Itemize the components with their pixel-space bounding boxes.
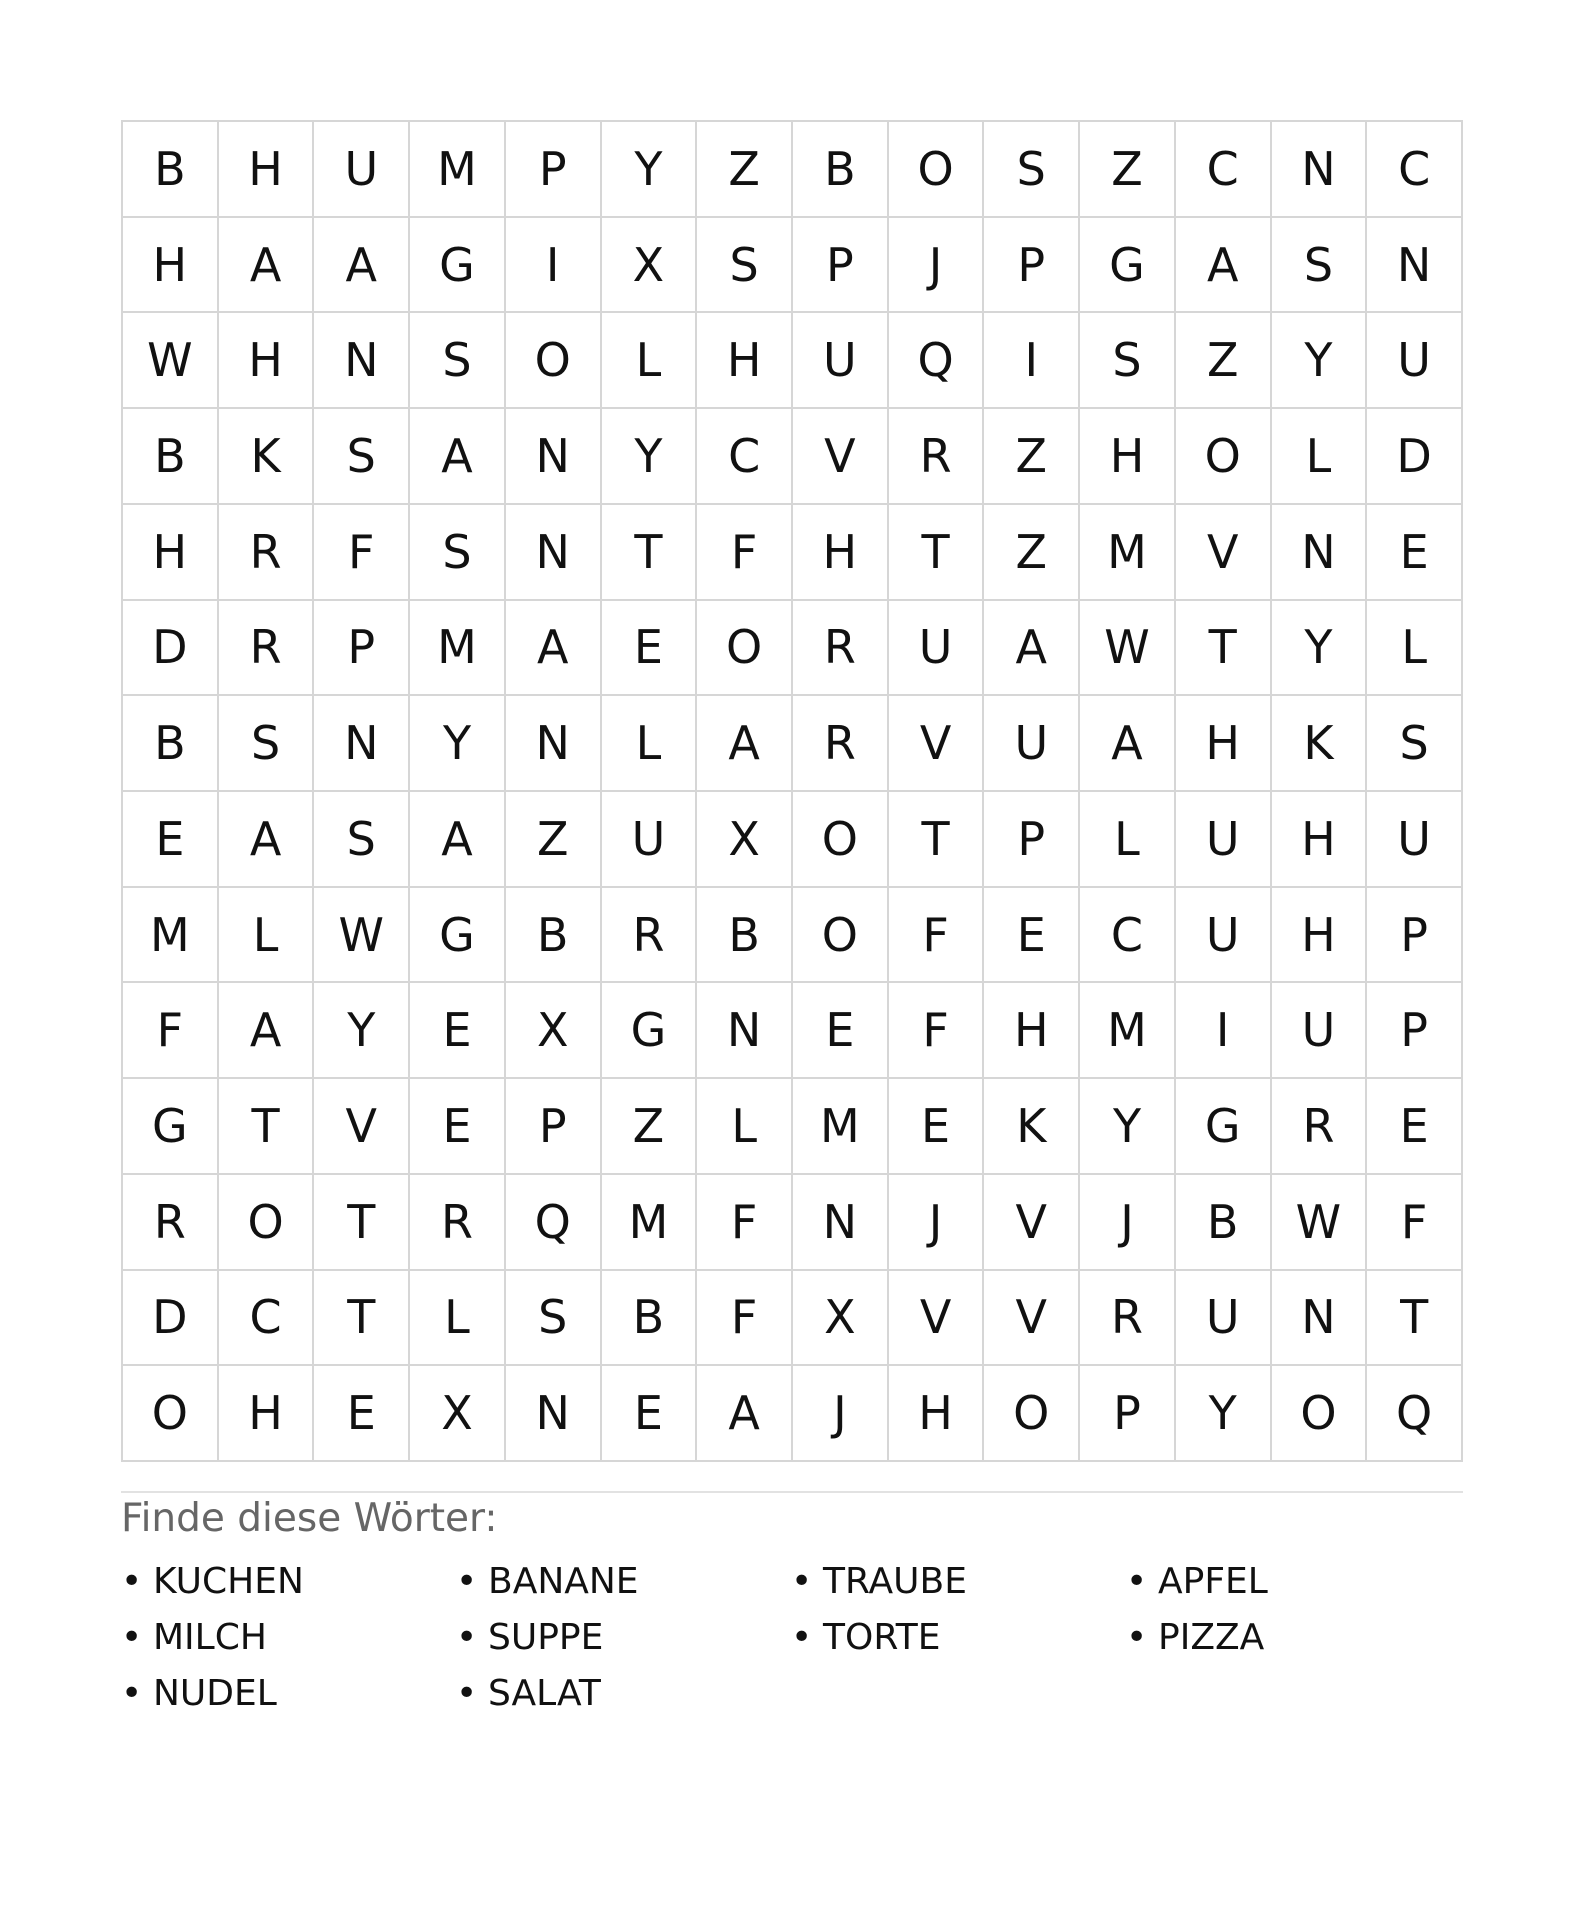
bullet-icon: • bbox=[121, 1616, 143, 1658]
grid-cell[interactable]: R bbox=[793, 601, 889, 697]
word-list-item bbox=[121, 1665, 456, 1721]
grid-cell[interactable]: P bbox=[793, 218, 889, 314]
grid-cell[interactable]: T bbox=[602, 505, 698, 601]
grid-cell[interactable]: T bbox=[889, 792, 985, 888]
grid-cell[interactable]: X bbox=[793, 1271, 889, 1367]
grid-cell[interactable]: M bbox=[602, 1175, 698, 1271]
grid-cell[interactable]: T bbox=[1176, 601, 1272, 697]
grid-cell[interactable]: C bbox=[1080, 888, 1176, 984]
word-label: KUCHEN bbox=[153, 1560, 304, 1602]
bullet-icon: • bbox=[1126, 1616, 1148, 1658]
grid-cell[interactable]: P bbox=[1367, 888, 1463, 984]
grid-cell[interactable]: A bbox=[219, 792, 315, 888]
word-label: PIZZA bbox=[1158, 1616, 1265, 1658]
grid-cell[interactable]: M bbox=[793, 1079, 889, 1175]
grid-cell[interactable]: V bbox=[314, 1079, 410, 1175]
bullet-icon: • bbox=[791, 1616, 813, 1658]
grid-cell[interactable]: U bbox=[889, 601, 985, 697]
grid-cell[interactable]: P bbox=[506, 1079, 602, 1175]
grid-cell[interactable]: A bbox=[984, 601, 1080, 697]
grid-cell[interactable]: R bbox=[410, 1175, 506, 1271]
grid-cell[interactable]: R bbox=[602, 888, 698, 984]
grid-cell[interactable]: Z bbox=[984, 505, 1080, 601]
grid-cell[interactable]: F bbox=[889, 983, 985, 1079]
grid-cell[interactable]: R bbox=[123, 1175, 219, 1271]
grid-cell[interactable]: N bbox=[506, 505, 602, 601]
grid-cell[interactable]: Y bbox=[602, 122, 698, 218]
grid-cell[interactable]: S bbox=[984, 122, 1080, 218]
grid-cell[interactable]: O bbox=[1272, 1366, 1368, 1462]
grid-cell[interactable]: W bbox=[123, 313, 219, 409]
grid-cell[interactable]: X bbox=[506, 983, 602, 1079]
grid-cell[interactable]: X bbox=[602, 218, 698, 314]
word-list-item bbox=[456, 1665, 791, 1721]
grid-cell[interactable]: W bbox=[1080, 601, 1176, 697]
grid-cell[interactable]: P bbox=[1080, 1366, 1176, 1462]
grid-cell[interactable]: A bbox=[219, 218, 315, 314]
grid-cell[interactable]: G bbox=[1176, 1079, 1272, 1175]
word-label: APFEL bbox=[1158, 1560, 1268, 1602]
grid-cell[interactable]: A bbox=[410, 409, 506, 505]
grid-cell[interactable]: Y bbox=[1272, 313, 1368, 409]
grid-cell[interactable]: E bbox=[410, 1079, 506, 1175]
bullet-icon: • bbox=[456, 1672, 478, 1714]
bullet-icon: • bbox=[456, 1560, 478, 1602]
grid-cell[interactable]: U bbox=[984, 696, 1080, 792]
grid-cell[interactable]: R bbox=[793, 696, 889, 792]
grid-cell[interactable]: R bbox=[219, 505, 315, 601]
bullet-icon: • bbox=[121, 1672, 143, 1714]
grid-cell[interactable]: L bbox=[1080, 792, 1176, 888]
grid-cell[interactable]: H bbox=[219, 313, 315, 409]
word-label: SUPPE bbox=[488, 1616, 604, 1658]
grid-cell[interactable]: G bbox=[123, 1079, 219, 1175]
grid-cell[interactable]: U bbox=[1176, 888, 1272, 984]
grid-cell[interactable]: B bbox=[1176, 1175, 1272, 1271]
grid-cell[interactable]: W bbox=[314, 888, 410, 984]
bullet-icon: • bbox=[791, 1560, 813, 1602]
grid-cell[interactable]: K bbox=[984, 1079, 1080, 1175]
grid-cell[interactable]: C bbox=[219, 1271, 315, 1367]
grid-cell[interactable]: N bbox=[1367, 218, 1463, 314]
grid-cell[interactable]: N bbox=[1272, 505, 1368, 601]
grid-cell[interactable]: L bbox=[602, 696, 698, 792]
grid-cell[interactable]: M bbox=[410, 601, 506, 697]
grid-cell[interactable]: E bbox=[410, 983, 506, 1079]
grid-cell[interactable]: F bbox=[123, 983, 219, 1079]
grid-cell[interactable]: G bbox=[602, 983, 698, 1079]
grid-cell[interactable]: H bbox=[793, 505, 889, 601]
grid-cell[interactable]: A bbox=[1080, 696, 1176, 792]
bullet-icon: • bbox=[456, 1616, 478, 1658]
grid-cell[interactable]: C bbox=[1367, 122, 1463, 218]
grid-cell[interactable]: T bbox=[889, 505, 985, 601]
word-list-item bbox=[1126, 1609, 1461, 1665]
grid-cell[interactable]: A bbox=[1176, 218, 1272, 314]
grid-cell[interactable]: L bbox=[602, 313, 698, 409]
grid-cell[interactable]: P bbox=[1367, 983, 1463, 1079]
grid-cell[interactable]: N bbox=[314, 313, 410, 409]
grid-cell[interactable]: R bbox=[1272, 1079, 1368, 1175]
grid-cell[interactable]: V bbox=[984, 1175, 1080, 1271]
grid-cell[interactable]: N bbox=[1272, 1271, 1368, 1367]
grid-cell[interactable]: O bbox=[697, 601, 793, 697]
grid-cell[interactable]: V bbox=[793, 409, 889, 505]
grid-cell[interactable]: X bbox=[697, 792, 793, 888]
grid-cell[interactable]: N bbox=[506, 1366, 602, 1462]
grid-cell[interactable]: S bbox=[410, 505, 506, 601]
grid-cell[interactable]: U bbox=[793, 313, 889, 409]
grid-cell[interactable]: L bbox=[697, 1079, 793, 1175]
grid-cell[interactable]: J bbox=[889, 1175, 985, 1271]
grid-cell[interactable]: P bbox=[984, 792, 1080, 888]
grid-cell[interactable]: Y bbox=[1176, 1366, 1272, 1462]
grid-cell[interactable]: O bbox=[793, 888, 889, 984]
grid-cell[interactable]: H bbox=[697, 313, 793, 409]
grid-cell[interactable]: U bbox=[314, 122, 410, 218]
grid-cell[interactable]: Q bbox=[506, 1175, 602, 1271]
word-label: NUDEL bbox=[153, 1672, 277, 1714]
word-label: MILCH bbox=[153, 1616, 267, 1658]
grid-cell[interactable]: O bbox=[123, 1366, 219, 1462]
grid-cell[interactable]: Z bbox=[984, 409, 1080, 505]
grid-cell[interactable]: E bbox=[1367, 1079, 1463, 1175]
grid-cell[interactable]: N bbox=[697, 983, 793, 1079]
grid-cell[interactable]: V bbox=[984, 1271, 1080, 1367]
grid-cell[interactable]: R bbox=[1080, 1271, 1176, 1367]
grid-cell[interactable]: V bbox=[1176, 505, 1272, 601]
grid-cell[interactable]: Y bbox=[1272, 601, 1368, 697]
divider bbox=[121, 1491, 1463, 1493]
grid-cell[interactable]: F bbox=[697, 1271, 793, 1367]
grid-cell[interactable]: M bbox=[123, 888, 219, 984]
grid-cell[interactable]: P bbox=[984, 218, 1080, 314]
grid-cell[interactable]: Y bbox=[410, 696, 506, 792]
grid-cell[interactable]: U bbox=[1367, 792, 1463, 888]
grid-cell[interactable]: M bbox=[1080, 505, 1176, 601]
grid-cell[interactable]: E bbox=[123, 792, 219, 888]
grid-cell[interactable]: T bbox=[1367, 1271, 1463, 1367]
grid-cell[interactable]: F bbox=[314, 505, 410, 601]
grid-cell[interactable]: D bbox=[123, 601, 219, 697]
word-list-item bbox=[121, 1609, 456, 1665]
grid-cell[interactable]: A bbox=[697, 696, 793, 792]
word-label: BANANE bbox=[488, 1560, 639, 1602]
grid-cell[interactable]: O bbox=[889, 122, 985, 218]
grid-cell[interactable]: Y bbox=[314, 983, 410, 1079]
grid-cell[interactable]: O bbox=[219, 1175, 315, 1271]
grid-cell[interactable]: F bbox=[889, 888, 985, 984]
grid-cell[interactable]: H bbox=[1272, 792, 1368, 888]
grid-cell[interactable]: Z bbox=[1080, 122, 1176, 218]
grid-cell[interactable]: N bbox=[506, 696, 602, 792]
grid-cell[interactable]: O bbox=[506, 313, 602, 409]
word-list-title: Finde diese Wörter: bbox=[121, 1496, 498, 1541]
grid-cell[interactable]: K bbox=[219, 409, 315, 505]
grid-cell[interactable]: F bbox=[697, 1175, 793, 1271]
grid-cell[interactable]: W bbox=[1272, 1175, 1368, 1271]
grid-cell[interactable]: B bbox=[123, 122, 219, 218]
word-list-item bbox=[121, 1553, 456, 1609]
grid-cell[interactable]: Y bbox=[602, 409, 698, 505]
grid-cell[interactable]: S bbox=[506, 1271, 602, 1367]
grid-cell[interactable]: L bbox=[410, 1271, 506, 1367]
grid-cell[interactable]: L bbox=[1367, 601, 1463, 697]
grid-cell[interactable]: H bbox=[123, 505, 219, 601]
grid-cell[interactable]: A bbox=[506, 601, 602, 697]
grid-cell[interactable]: G bbox=[410, 218, 506, 314]
word-label: TORTE bbox=[823, 1616, 941, 1658]
grid-cell[interactable]: H bbox=[123, 218, 219, 314]
grid-cell[interactable]: J bbox=[889, 218, 985, 314]
grid-cell[interactable]: S bbox=[1080, 313, 1176, 409]
grid-cell[interactable]: V bbox=[889, 696, 985, 792]
bullet-icon: • bbox=[1126, 1560, 1148, 1602]
grid-cell[interactable]: I bbox=[984, 313, 1080, 409]
grid-cell[interactable]: S bbox=[219, 696, 315, 792]
grid-cell[interactable]: R bbox=[219, 601, 315, 697]
grid-cell[interactable]: K bbox=[1272, 696, 1368, 792]
grid-cell[interactable]: U bbox=[1272, 983, 1368, 1079]
word-search-grid bbox=[121, 120, 1463, 1462]
grid-cell[interactable]: U bbox=[602, 792, 698, 888]
grid-cell[interactable]: H bbox=[219, 122, 315, 218]
grid-cell[interactable]: C bbox=[1176, 122, 1272, 218]
grid-cell[interactable]: Q bbox=[1367, 1366, 1463, 1462]
grid-cell[interactable]: T bbox=[219, 1079, 315, 1175]
grid-cell[interactable]: A bbox=[697, 1366, 793, 1462]
grid-cell[interactable]: O bbox=[793, 792, 889, 888]
grid-cell[interactable]: N bbox=[314, 696, 410, 792]
grid-cell[interactable]: E bbox=[889, 1079, 985, 1175]
grid-cell[interactable]: S bbox=[410, 313, 506, 409]
grid-cell[interactable]: B bbox=[793, 122, 889, 218]
word-list-item bbox=[456, 1553, 791, 1609]
grid-cell[interactable]: V bbox=[889, 1271, 985, 1367]
grid-cell[interactable]: P bbox=[314, 601, 410, 697]
grid-cell[interactable]: S bbox=[1367, 696, 1463, 792]
grid-cell[interactable]: G bbox=[410, 888, 506, 984]
grid-cell[interactable]: N bbox=[793, 1175, 889, 1271]
grid-cell[interactable]: L bbox=[219, 888, 315, 984]
grid-cell[interactable]: H bbox=[219, 1366, 315, 1462]
grid-cell[interactable]: H bbox=[1272, 888, 1368, 984]
grid-cell[interactable]: U bbox=[1176, 792, 1272, 888]
word-label: SALAT bbox=[488, 1672, 601, 1714]
grid-cell[interactable]: S bbox=[314, 409, 410, 505]
grid-cell[interactable]: J bbox=[793, 1366, 889, 1462]
grid-cell[interactable]: J bbox=[1080, 1175, 1176, 1271]
grid-cell[interactable]: P bbox=[506, 122, 602, 218]
grid-cell[interactable]: S bbox=[1272, 218, 1368, 314]
grid-cell[interactable]: Z bbox=[1176, 313, 1272, 409]
grid-cell[interactable]: Z bbox=[697, 122, 793, 218]
word-list-item bbox=[791, 1609, 1126, 1665]
grid-cell[interactable]: S bbox=[314, 792, 410, 888]
grid-cell[interactable]: E bbox=[1367, 505, 1463, 601]
grid-cell[interactable]: D bbox=[1367, 409, 1463, 505]
grid-cell[interactable]: T bbox=[314, 1271, 410, 1367]
grid-cell[interactable]: G bbox=[1080, 218, 1176, 314]
grid-cell[interactable]: B bbox=[506, 888, 602, 984]
grid-cell[interactable]: O bbox=[1176, 409, 1272, 505]
grid-cell[interactable]: A bbox=[219, 983, 315, 1079]
grid-cell[interactable]: X bbox=[410, 1366, 506, 1462]
grid-cell[interactable]: L bbox=[1272, 409, 1368, 505]
grid-cell[interactable]: H bbox=[984, 983, 1080, 1079]
grid-cell[interactable]: T bbox=[314, 1175, 410, 1271]
word-label: TRAUBE bbox=[823, 1560, 967, 1602]
grid-cell[interactable]: M bbox=[1080, 983, 1176, 1079]
grid-cell[interactable]: R bbox=[889, 409, 985, 505]
grid-cell[interactable]: S bbox=[697, 218, 793, 314]
grid-cell[interactable]: D bbox=[123, 1271, 219, 1367]
bullet-icon: • bbox=[121, 1560, 143, 1602]
grid-cell[interactable]: Z bbox=[602, 1079, 698, 1175]
grid-cell[interactable]: H bbox=[889, 1366, 985, 1462]
grid-cell[interactable]: C bbox=[697, 409, 793, 505]
grid-cell[interactable]: F bbox=[1367, 1175, 1463, 1271]
grid-cell[interactable]: B bbox=[602, 1271, 698, 1367]
word-list-item bbox=[456, 1609, 791, 1665]
word-list bbox=[121, 1553, 1463, 1721]
grid-cell[interactable]: E bbox=[314, 1366, 410, 1462]
grid-cell[interactable]: E bbox=[602, 601, 698, 697]
grid-cell[interactable]: E bbox=[793, 983, 889, 1079]
word-list-item bbox=[1126, 1553, 1461, 1609]
grid-cell[interactable]: B bbox=[697, 888, 793, 984]
grid-cell[interactable]: M bbox=[410, 122, 506, 218]
grid-cell[interactable]: H bbox=[1176, 696, 1272, 792]
grid-cell[interactable]: Z bbox=[506, 792, 602, 888]
grid-cell[interactable]: F bbox=[697, 505, 793, 601]
grid-cell[interactable]: A bbox=[410, 792, 506, 888]
grid-cell[interactable]: N bbox=[506, 409, 602, 505]
grid-cell[interactable]: B bbox=[123, 696, 219, 792]
grid-cell[interactable]: N bbox=[1272, 122, 1368, 218]
grid-cell[interactable]: Y bbox=[1080, 1079, 1176, 1175]
grid-cell[interactable]: H bbox=[1080, 409, 1176, 505]
word-list-item bbox=[791, 1553, 1126, 1609]
grid-cell[interactable]: O bbox=[984, 1366, 1080, 1462]
grid-cell[interactable]: U bbox=[1367, 313, 1463, 409]
grid-cell[interactable]: I bbox=[506, 218, 602, 314]
grid-cell[interactable]: A bbox=[314, 218, 410, 314]
grid-cell[interactable]: E bbox=[602, 1366, 698, 1462]
grid-cell[interactable]: I bbox=[1176, 983, 1272, 1079]
grid-cell[interactable]: Q bbox=[889, 313, 985, 409]
grid-cell[interactable]: E bbox=[984, 888, 1080, 984]
grid-cell[interactable]: U bbox=[1176, 1271, 1272, 1367]
grid-cell[interactable]: B bbox=[123, 409, 219, 505]
